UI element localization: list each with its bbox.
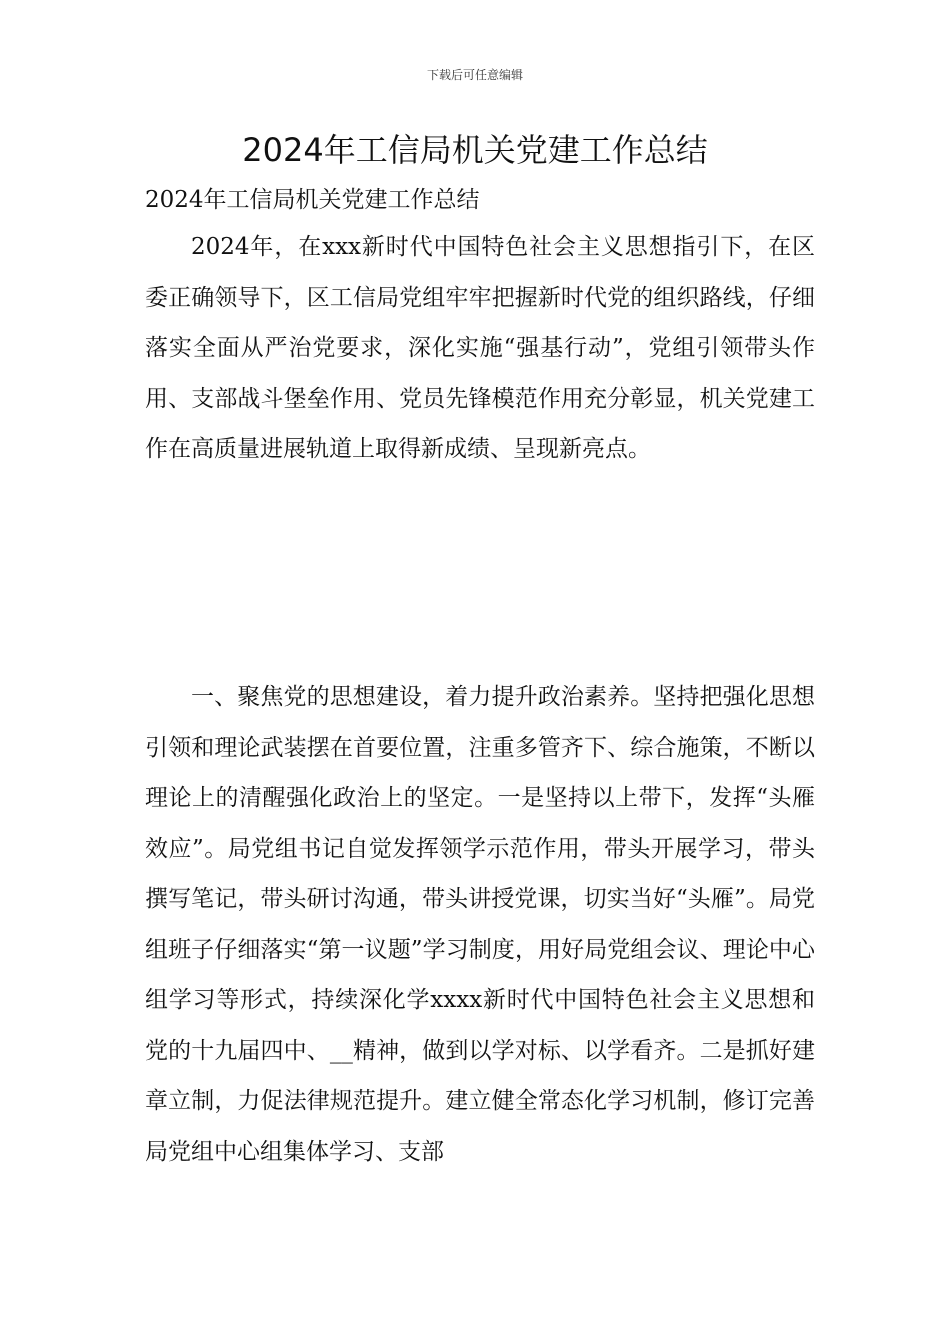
header-note: 下载后可任意编辑 bbox=[426, 68, 523, 82]
document-subtitle: 2024年工信局机关党建工作总结 bbox=[145, 187, 480, 213]
document-title: 2024年工信局机关党建工作总结 bbox=[242, 131, 708, 169]
paragraph-intro: 2024年，在xxx新时代中国特色社会主义思想指引下，在区委正确领导下，区工信局党组牢牢把握新时代党的组织路线，仔细落实全面从严治党要求，深化实施“强基行动”，党组引领带头作用、支部战斗堡垒作用、党员先锋模范作用充分彰显，机关党建工作在高质量进展轨道上取得新成绩、呈现新亮点。 bbox=[145, 234, 815, 462]
paragraph-section-one: 一、聚焦党的思想建设，着力提升政治素养。坚持把强化思想引领和理论武装摆在首要位置，注重多管齐下、综合施策，不断以理论上的清醒强化政治上的坚定。一是坚持以上带下，发挥“头雁效应”。局党组书记自觉发挥领学示范作用，带头开展学习，带头撰写笔记，带头研讨沟通，带头讲授党课，切实当好“头雁”。局党组班子仔细落实“第一议题”学习制度，用好局党组会议、理论中心组学习等形式，持续深化学xxxx新时代中国特色社会主义思想和党的十九届四中、__精神，做到以学对标、以学看齐。二是抓好建章立制，力促法律规范提升。建立健全常态化学习机制，修订完善局党组中心组集体学习、支部 bbox=[145, 684, 815, 1165]
